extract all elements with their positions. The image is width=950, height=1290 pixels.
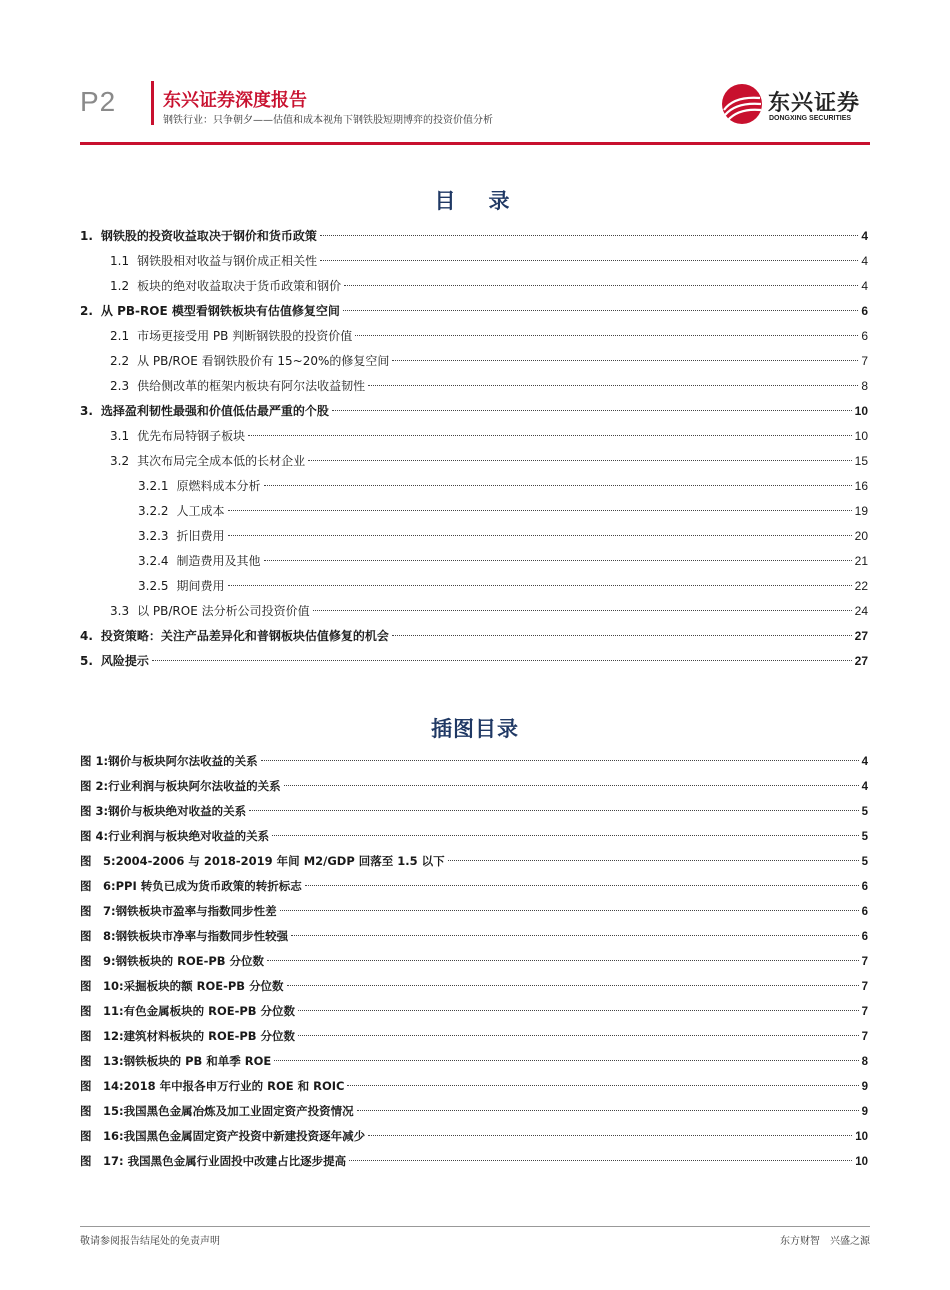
- toc-entry[interactable]: [80, 649, 868, 674]
- figure-leader-dots: [274, 1060, 858, 1061]
- figure-entry-page: 5: [861, 831, 868, 843]
- figure-entry-page: 5: [861, 856, 868, 868]
- toc-leader-dots: [355, 335, 858, 336]
- figure-entry-title: 图 10:采掘板块的额 ROE-PB 分位数: [80, 979, 284, 993]
- figure-leader-dots: [357, 1110, 859, 1111]
- toc-entry-title: 供给侧改革的框架内板块有阿尔法收益韧性: [137, 379, 366, 393]
- figure-entry-title: 图 17: 我国黑色金属行业固投中改建占比逐步提高: [80, 1154, 347, 1168]
- figure-entry[interactable]: [80, 1149, 868, 1174]
- report-title: 东兴证券深度报告: [163, 90, 307, 111]
- figure-entry[interactable]: [80, 1099, 868, 1124]
- toc-entry[interactable]: [80, 374, 868, 399]
- toc-entry-title: 期间费用: [176, 579, 225, 593]
- figure-entry-title: 图 16:我国黑色金属固定资产投资中新建投资逐年减少: [80, 1129, 366, 1143]
- figure-entry-page: 4: [861, 756, 868, 768]
- toc-entry[interactable]: [80, 324, 868, 349]
- toc-entry-title: 从 PB-ROE 模型看钢铁板块有估值修复空间: [100, 304, 340, 318]
- figure-leader-dots: [287, 985, 859, 986]
- toc-leader-dots: [228, 510, 852, 511]
- logo-text-en: DONGXING SECURITIES: [769, 115, 852, 122]
- toc-leader-dots: [320, 235, 858, 236]
- figure-leader-dots: [347, 1085, 858, 1086]
- toc-entry-page: 4: [861, 254, 868, 268]
- figure-entry-page: 9: [861, 1106, 868, 1118]
- toc-entry-title: 从 PB/ROE 看钢铁股价有 15~20%的修复空间: [137, 354, 390, 368]
- figure-entry-page: 7: [861, 1031, 868, 1043]
- toc-entry-number: 3.2.3: [138, 529, 169, 543]
- figure-entry[interactable]: [80, 949, 868, 974]
- figure-entry[interactable]: [80, 849, 868, 874]
- figure-leader-dots: [272, 835, 858, 836]
- toc-entry-page: 27: [854, 654, 868, 668]
- toc-leader-dots: [368, 385, 858, 386]
- toc-entry-number: 5.: [80, 654, 93, 668]
- toc-leader-dots: [344, 285, 858, 286]
- toc-leader-dots: [313, 610, 852, 611]
- figure-entry[interactable]: [80, 1024, 868, 1049]
- toc-entry-number: 2.1: [110, 329, 130, 343]
- figure-entry[interactable]: [80, 974, 868, 999]
- toc-list: [80, 224, 868, 674]
- toc-entry-number: 3.2: [110, 454, 130, 468]
- toc-entry-page: 21: [854, 554, 868, 568]
- figure-entry[interactable]: [80, 899, 868, 924]
- toc-entry-title: 板块的绝对收益取决于货币政策和钢价: [137, 279, 342, 293]
- toc-entry-page: 22: [854, 579, 868, 593]
- toc-entry-page: 4: [861, 229, 868, 243]
- page-header: [80, 78, 870, 148]
- figure-entry-page: 6: [861, 881, 868, 893]
- report-subtitle: 钢铁行业：只争朝夕——估值和成本视角下钢铁股短期博弈的投资价值分析: [163, 115, 493, 126]
- figure-leader-dots: [249, 810, 858, 811]
- figure-leader-dots: [267, 960, 859, 961]
- figure-entry-page: 6: [861, 931, 868, 943]
- toc-leader-dots: [332, 410, 852, 411]
- toc-entry[interactable]: [80, 574, 868, 599]
- toc-entry-title: 风险提示: [100, 654, 149, 668]
- figure-entry-page: 6: [861, 906, 868, 918]
- logo-text-cn: 东兴证券: [768, 91, 861, 116]
- toc-leader-dots: [228, 535, 852, 536]
- toc-entry-number: 1.1: [110, 254, 130, 268]
- toc-entry-page: 10: [854, 404, 868, 418]
- figure-entry-title: 图 12:建筑材料板块的 ROE-PB 分位数: [80, 1029, 296, 1043]
- toc-entry-number: 1.: [80, 229, 93, 243]
- toc-entry[interactable]: [80, 249, 868, 274]
- toc-leader-dots: [264, 485, 852, 486]
- figure-entry[interactable]: [80, 924, 868, 949]
- header-rule: [80, 142, 870, 145]
- figure-leader-dots: [291, 935, 858, 936]
- figure-entry[interactable]: [80, 1124, 868, 1149]
- toc-entry-page: 24: [854, 604, 868, 618]
- figure-entry[interactable]: [80, 799, 868, 824]
- toc-entry-number: 2.3: [110, 379, 130, 393]
- toc-entry-page: 4: [861, 279, 868, 293]
- toc-entry-page: 8: [861, 379, 868, 393]
- figure-leader-dots: [298, 1010, 859, 1011]
- figure-entry[interactable]: [80, 999, 868, 1024]
- toc-leader-dots: [152, 660, 852, 661]
- toc-entry[interactable]: [80, 599, 868, 624]
- figure-entry-page: 4: [861, 781, 868, 793]
- figure-entry-page: 10: [855, 1131, 868, 1143]
- figure-leader-dots: [298, 1035, 859, 1036]
- toc-entry-title: 制造费用及其他: [176, 554, 261, 568]
- figure-entry-title: 图 9:钢铁板块的 ROE-PB 分位数: [80, 954, 265, 968]
- figure-leader-dots: [261, 760, 859, 761]
- figure-entry-page: 9: [861, 1081, 868, 1093]
- figure-entry-page: 7: [861, 1006, 868, 1018]
- toc-entry-number: 2.2: [110, 354, 130, 368]
- toc-entry[interactable]: [80, 299, 868, 324]
- figure-leader-dots: [305, 885, 859, 886]
- toc-entry-number: 3.: [80, 404, 93, 418]
- figure-leader-dots: [368, 1135, 852, 1136]
- toc-entry[interactable]: [80, 549, 868, 574]
- toc-leader-dots: [320, 260, 858, 261]
- figure-entry[interactable]: [80, 824, 868, 849]
- toc-leader-dots: [228, 585, 852, 586]
- figure-leader-dots: [284, 785, 859, 786]
- figure-entry-title: 图 7:钢铁板块市盈率与指数同步性差: [80, 904, 277, 918]
- figure-entry[interactable]: [80, 1074, 868, 1099]
- toc-entry-number: 3.2.5: [138, 579, 169, 593]
- figure-leader-dots: [349, 1160, 852, 1161]
- toc-entry[interactable]: [80, 449, 868, 474]
- toc-entry-title: 投资策略：关注产品差异化和普钢板块估值修复的机会: [100, 629, 389, 643]
- toc-entry-title: 钢铁股的投资收益取决于钢价和货币政策: [100, 229, 317, 243]
- toc-leader-dots: [343, 310, 858, 311]
- toc-entry[interactable]: [80, 224, 868, 249]
- figure-entry[interactable]: [80, 874, 868, 899]
- figure-entry[interactable]: [80, 1049, 868, 1074]
- toc-leader-dots: [308, 460, 852, 461]
- toc-entry-number: 3.1: [110, 429, 130, 443]
- figure-entry-page: 8: [861, 1056, 868, 1068]
- figure-entry[interactable]: [80, 774, 868, 799]
- toc-title: 目 录: [434, 189, 516, 213]
- figure-entry-page: 10: [855, 1156, 868, 1168]
- toc-entry-number: 1.2: [110, 279, 130, 293]
- toc-entry-page: 15: [854, 454, 868, 468]
- toc-entry[interactable]: [80, 474, 868, 499]
- logo-mark-icon: [720, 82, 764, 126]
- toc-entry-title: 选择盈利韧性最强和价值低估最严重的个股: [100, 404, 329, 418]
- toc-entry[interactable]: [80, 524, 868, 549]
- figure-entry-title: 图 4:行业利润与板块绝对收益的关系: [80, 829, 270, 843]
- footer-rule: [80, 1226, 870, 1227]
- figure-entry-title: 图 15:我国黑色金属冶炼及加工业固定资产投资情况: [80, 1104, 354, 1118]
- figure-entry-title: 图 2:行业利润与板块阿尔法收益的关系: [80, 779, 281, 793]
- toc-leader-dots: [248, 435, 852, 436]
- figure-list: [80, 749, 868, 1174]
- toc-entry[interactable]: [80, 424, 868, 449]
- toc-entry-number: 3.2.1: [138, 479, 169, 493]
- toc-entry-title: 市场更接受用 PB 判断钢铁股的投资价值: [137, 329, 353, 343]
- toc-entry-title: 钢铁股相对收益与钢价成正相关性: [137, 254, 318, 268]
- figure-leader-dots: [448, 860, 859, 861]
- toc-entry[interactable]: [80, 274, 868, 299]
- toc-entry-number: 4.: [80, 629, 93, 643]
- figure-leader-dots: [280, 910, 859, 911]
- toc-entry-page: 7: [861, 354, 868, 368]
- figure-entry-page: 5: [861, 806, 868, 818]
- figure-entry-title: 图 6:PPI 转负已成为货币政策的转折标志: [80, 879, 302, 893]
- toc-entry-title: 人工成本: [176, 504, 225, 518]
- footer-disclaimer: 敬请参阅报告结尾处的免责声明: [80, 1236, 220, 1247]
- company-logo: [720, 82, 870, 128]
- toc-entry[interactable]: [80, 399, 868, 424]
- figure-entry-page: 7: [861, 956, 868, 968]
- toc-entry-number: 3.2.2: [138, 504, 169, 518]
- toc-entry-number: 2.: [80, 304, 93, 318]
- footer-slogan: 东方财智 兴盛之源: [780, 1236, 870, 1247]
- toc-entry-number: 3.2.4: [138, 554, 169, 568]
- toc-entry-page: 19: [854, 504, 868, 518]
- figure-entry[interactable]: [80, 749, 868, 774]
- figure-entry-title: 图 1:钢价与板块阿尔法收益的关系: [80, 754, 258, 768]
- toc-leader-dots: [264, 560, 852, 561]
- figure-list-title: 插图目录: [431, 717, 519, 741]
- toc-leader-dots: [392, 360, 858, 361]
- toc-entry-title: 折旧费用: [176, 529, 225, 543]
- toc-entry-page: 6: [861, 329, 868, 343]
- toc-entry-page: 20: [854, 529, 868, 543]
- toc-entry-page: 10: [854, 429, 868, 443]
- toc-entry-title: 其次布局完全成本低的长材企业: [137, 454, 306, 468]
- toc-entry-page: 27: [854, 629, 868, 643]
- toc-entry[interactable]: [80, 349, 868, 374]
- figure-entry-title: 图 11:有色金属板块的 ROE-PB 分位数: [80, 1004, 296, 1018]
- figure-entry-title: 图 14:2018 年中报各申万行业的 ROE 和 ROIC: [80, 1079, 345, 1093]
- figure-entry-title: 图 5:2004-2006 与 2018-2019 年间 M2/GDP 回落至 1.5 以下: [80, 854, 445, 868]
- toc-entry[interactable]: [80, 624, 868, 649]
- toc-leader-dots: [392, 635, 852, 636]
- figure-entry-title: 图 13:钢铁板块的 PB 和单季 ROE: [80, 1054, 272, 1068]
- toc-entry-title: 以 PB/ROE 法分析公司投资价值: [137, 604, 310, 618]
- toc-entry-page: 16: [854, 479, 868, 493]
- page-number: P2: [80, 86, 117, 117]
- toc-entry-page: 6: [861, 304, 868, 318]
- toc-entry-number: 3.3: [110, 604, 130, 618]
- toc-entry-title: 原燃料成本分析: [176, 479, 261, 493]
- figure-entry-title: 图 3:钢价与板块绝对收益的关系: [80, 804, 247, 818]
- figure-entry-title: 图 8:钢铁板块市净率与指数同步性较强: [80, 929, 289, 943]
- header-divider: [151, 81, 154, 125]
- figure-entry-page: 7: [861, 981, 868, 993]
- toc-entry-title: 优先布局特钢子板块: [137, 429, 246, 443]
- toc-entry[interactable]: [80, 499, 868, 524]
